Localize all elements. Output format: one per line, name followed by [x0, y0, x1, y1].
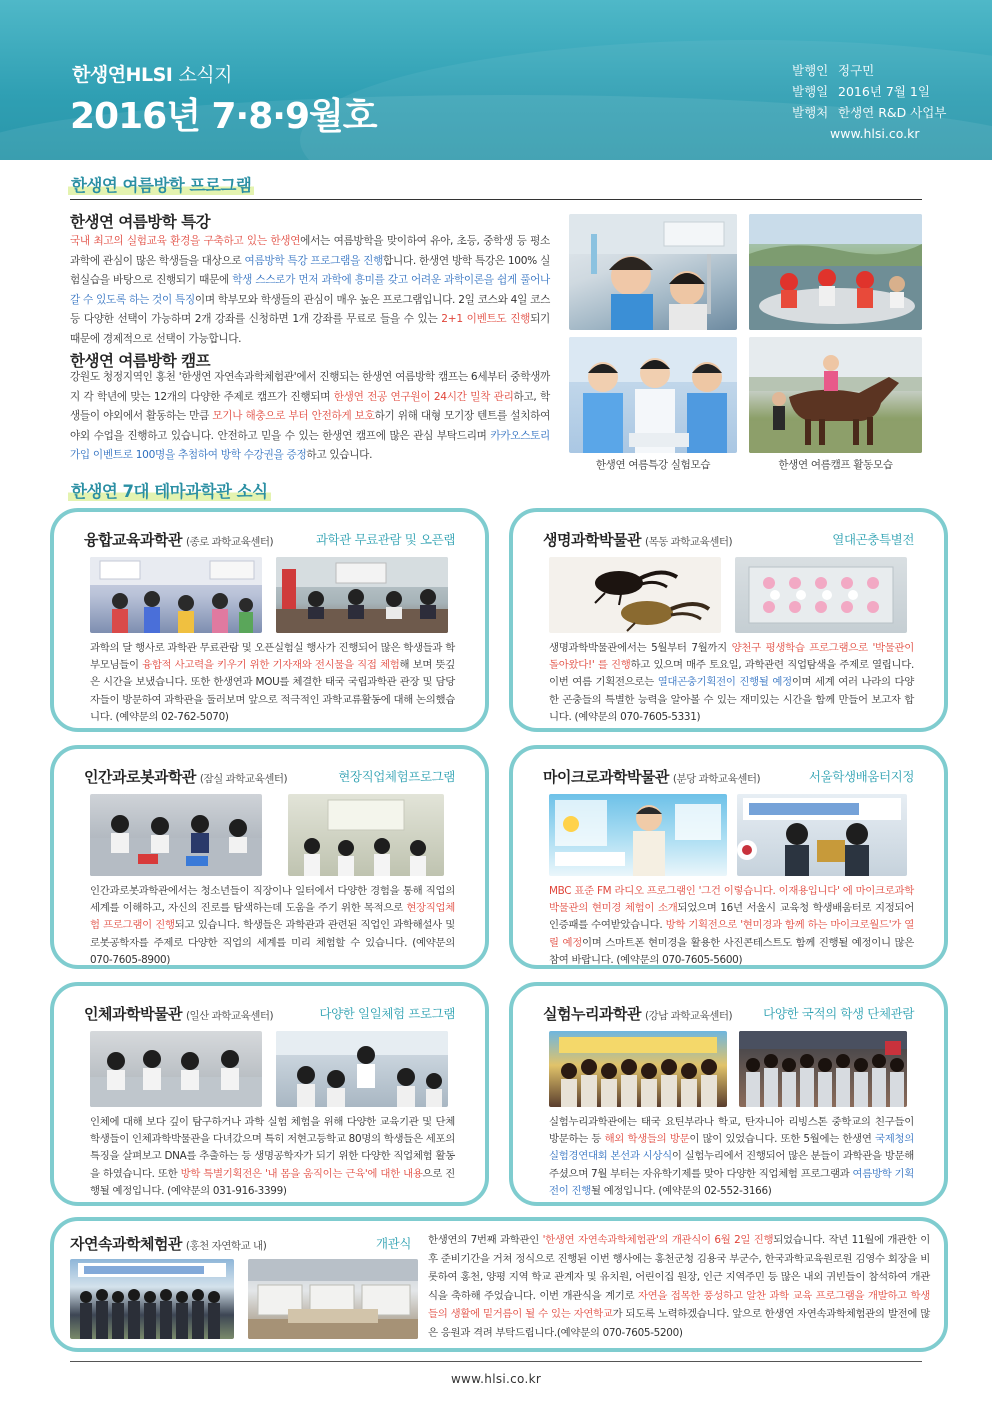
body-text: 이며 스마트폰 현미경을 활용한 사진콘테스트도 함께 진행될 예정이니 많은 참여 바랍니다. (예약문의 070-7605-5600): [549, 936, 914, 966]
certification-photo: [737, 794, 907, 876]
museum-card-human-body: [50, 982, 489, 1206]
card-location: (일산 과학교육센터): [185, 1010, 274, 1022]
card-tag: 현장직업체험프로그램: [338, 769, 455, 784]
robot-class-illustration: [90, 794, 262, 876]
card-title: 인체과학박물관 (일산 과학교육센터): [84, 1005, 274, 1023]
highlight-text: 방학 특별기획전은 '내 몸을 움직이는 근육'에 대한 내용: [180, 1167, 423, 1180]
card-tag: 열대곤충특별전: [832, 532, 914, 547]
nature-science-card: [50, 1217, 948, 1352]
classroom-illustration: [90, 557, 262, 633]
card-location: (종로 과학교육센터): [185, 536, 274, 548]
body-text: 합니다. 한생연 방학 특강은 100% 실험실습을 바탕으로 진행되기 때문에: [70, 254, 550, 286]
body-text: 하고 있습니다.: [306, 449, 373, 461]
body-text: 해 보며 뜻깊은 시간을 보냈습니다. 또한 한생연과 MOU를 체결한 태국 국립과학관 관장 및 담당자들이 방문하여 과학관을 둘러보며 앞으로 적극적인 과학교류활동에 대해 논의했습니다. (예약문의 02-762-5070): [90, 659, 455, 723]
highlight-text: 현장직업체험 프로그램이 진행: [90, 902, 455, 932]
robot-class-photo-right: [288, 794, 444, 876]
robot-class-photo-left: [90, 794, 262, 876]
date-label: 발행일: [792, 84, 829, 99]
highlight-text: MBC 표준 FM 라디오 프로그램인 '그건 이렇습니다. 이재용입니다' 에 마이크로과학박물관의 현미경 체험이 소개: [549, 885, 914, 915]
museum-card-micro: [509, 745, 948, 969]
highlight-text: 열대곤충기획전이 진행될 예정: [657, 676, 792, 689]
section-divider: [70, 199, 922, 200]
specimen-illustration: [735, 557, 907, 633]
group-visit-photo-right: [739, 1031, 907, 1107]
masthead: [0, 0, 992, 160]
ceremony-illustration: [70, 1259, 234, 1339]
body-text: 하고 있으며 매주 토요일, 과학관련 직업탐색을 주제로 열립니다. 이번 여름 기획전으로는: [549, 659, 914, 689]
card-location: (강남 과학교육센터): [644, 1010, 733, 1022]
camp-photo-caption: 한생연 여름캠프 활동모습: [778, 459, 893, 471]
org-name: 한생연HLSI: [72, 64, 173, 86]
card-location: (목동 과학교육센터): [644, 536, 733, 548]
body-text: 하기 위해 대형 모기장 텐트를 설치하여 야외 수업을 진행하고 있습니다. 안전하고 믿을 수 있는 한생연 캠프에 많은 관심 부탁드리며: [70, 410, 551, 442]
newsletter-name: [72, 60, 232, 87]
highlight-text: 양천구 평생학습 프로그램으로 '박물관이 돌아왔다!' 를 진행: [549, 642, 914, 672]
highlight-text: 학생 스스로가 먼저 과학에 흥미를 갖고 어려운 과학이론을 쉽게 풀어나갈 수 있도록 하는 것이 특징: [70, 274, 550, 306]
insect-display-photo: [735, 557, 907, 633]
highlight-text: 여름방학 기획전이 진행: [549, 1167, 914, 1197]
radio-program-photo: [549, 794, 727, 876]
card-text: [549, 640, 914, 726]
card-tag: 서울학생배움터지정: [808, 769, 914, 784]
lecture-title: 한생연 여름방학 특강: [70, 213, 211, 231]
card-location: (홍천 자연학교 내): [185, 1240, 267, 1252]
highlight-text: 카카오스토리 가입 이벤트로 100명을 추첨하여 방학 수강권을 증정: [70, 429, 550, 461]
museum-card-life-science: [509, 508, 948, 732]
card-tag: 다양한 국적의 학생 단체관람: [763, 1006, 914, 1021]
body-text: 이 많이 있었습니다. 또한 5월에는 한생연: [689, 1133, 876, 1146]
radio-illustration: [549, 794, 727, 876]
students-illustration: [90, 1031, 262, 1107]
newsletter-label: 소식지: [178, 64, 233, 86]
card-text: [90, 883, 455, 969]
card-text: [90, 640, 455, 726]
footer-divider: [70, 1361, 922, 1362]
body-text: 되었습니다. 작년 11월에 개관한 이후 준비기간을 거쳐 정식으로 진행된 이번 행사에는 홍천군청 김용국 부군수, 한국과학교육원로원 김영수 회장을 비롯하여 홍천, 양평 지역 학교 관계자 및 유치원, 어린이집 원장, 인근 지역주민 등 많은 내외 귀빈들이 참석하여 개관식을 축하해 주었습니다. 이번 개관식을 계기로: [428, 1234, 930, 1302]
lecture-photo-caption: 한생연 여름특강 실험모습: [595, 459, 711, 471]
camp-title: 한생연 여름방학 캠프: [70, 352, 211, 370]
highlight-text: 2+1 이벤트도 진행: [441, 313, 531, 325]
body-text: 될 예정입니다. (예약문의 02-552-3166): [590, 1184, 772, 1197]
date-value: 2016년 7월 1일: [838, 84, 930, 99]
card-text: [549, 1114, 914, 1200]
body-text: 이며 학부모와 학생들의 관심이 매우 높은 프로그램입니다. 2일 코스와 4일 코스 등 다양한 선택이 가능하며 2개 강좌를 신청하면 1개 강좌를 무료로 들을 수 있는: [70, 293, 551, 325]
body-text: 강원도 청정지역인 홍천 '한생연 자연속과학체험관'에서 진행되는 한생연 여름방학 캠프는 6세부터 중학생까지 각 학년에 맞는 12개의 다양한 주제로 캠프가 진행되며: [70, 371, 550, 403]
beetle-photo: [549, 557, 721, 633]
card-title: 실험누리과학관 (강남 과학교육센터): [543, 1005, 733, 1023]
horse-illustration: [749, 337, 922, 453]
lab-coat-photo: [569, 337, 737, 453]
highlight-text: 자연을 접목한 풍성하고 알찬 과학 교육 프로그램을 개발하고 학생들의 생활에 밑거름이 될 수 있는 자연학교: [428, 1289, 930, 1321]
issue-title: 2016년 7·8·9월호: [70, 96, 377, 137]
body-text: 하고, 학생들이 야외에서 활동하는 만큼: [70, 390, 550, 422]
issuer-value: 한생연 R&D 사업부: [838, 105, 947, 120]
highlight-text: 국내 최고의 실험교육 환경을 구축하고 있는 한생연: [70, 235, 301, 247]
highlight-text: 해외 학생들의 방문: [604, 1133, 690, 1146]
body-text: 가 되도록 노력하겠습니다. 앞으로 한생연 자연속과학체험관의 발전에 많은 응원과 격려 부탁드립니다.(예약문의 070-7605-5200): [428, 1308, 930, 1339]
body-text: 이며 세계 여러 나라의 다양한 곤충들의 특별한 능력을 알아볼 수 있는 재미있는 시간을 함께 만들어 보고자 합니다. (예약문의 070-7605-5331): [549, 676, 914, 723]
body-text: 이 실험누리에서 진행되어 많은 분들이 과학관을 방문해 주셨으며 7월 부터는 자유학기제를 맞아 다양한 직업체험 프로그램과: [549, 1150, 914, 1180]
museums-section-heading: 한생연 7대 테마과학관 소식: [68, 478, 271, 502]
card-title: 인간과로봇과학관 (잠실 과학교육센터): [84, 768, 288, 786]
body-text: 되고 있습니다. 학생들은 과학관과 관련된 직업인 과학해설사 및 로봇공학자를 주제로 다양한 직업의 세계를 미리 체험할 수 있습니다. (예약문의 070-7605-8900): [90, 919, 455, 966]
highlight-text: 여름방학 특강 프로그램을 진행: [244, 254, 384, 267]
body-class-photo-left: [90, 1031, 262, 1107]
publisher-value: 정구민: [838, 63, 875, 78]
publication-info: [792, 60, 946, 144]
card-title: 마이크로과학박물관 (분당 과학교육센터): [543, 768, 761, 786]
camp-rafting-photo: [749, 214, 922, 330]
publisher-label: 발행인: [792, 63, 829, 78]
card-title: 생명과학박물관 (목동 과학교육센터): [543, 531, 733, 549]
card-text: [549, 883, 914, 969]
hall-illustration: [248, 1259, 418, 1339]
beetle-illustration: [549, 557, 721, 633]
card-title: 융합교육과학관 (종로 과학교육센터): [84, 531, 274, 549]
lecture-experiment-photo: [569, 214, 737, 330]
summer-section-heading: 한생연 여름방학 프로그램: [68, 172, 254, 196]
footer-url-link[interactable]: www.hlsi.co.kr: [450, 1372, 542, 1386]
crowd-illustration: [739, 1031, 907, 1107]
body-text: 한생연의 7번째 과학관인: [428, 1234, 543, 1246]
horse-riding-photo: [749, 337, 922, 453]
lab-class-illustration: [276, 1031, 448, 1107]
card-tag: 다양한 일일체험 프로그램: [319, 1006, 455, 1021]
museum-card-convergence: [50, 508, 489, 732]
museum-card-experiment: [509, 982, 948, 1206]
body-text: 인체에 대해 보다 깊이 탐구하거나 과학 실험 체험을 위해 다양한 교육기관 및 단체 학생들이 인체과학박물관을 다녀갔으며 특히 저현고등학교 80명의 학생들은 세포의 특징을 살펴보고 DNA를 추출하는 등 생명공학자가 되기 위한 다양한 직업체험 활동을 하였습니다. 또한: [90, 1116, 455, 1180]
body-text: 인간과로봇과학관에서는 청소년들이 직장이나 일터에서 다양한 경험을 통해 직업의 세계를 이해하고, 자신의 진로를 탐색하는데 도움을 주기 위한 목적으로: [90, 885, 455, 915]
body-text: 되었으며 16년 서울시 교육청 학생배움터로 지정되어 인증패를 수여받았습니다.: [549, 902, 915, 932]
card-text: [90, 1114, 455, 1200]
body-text: 에서는 여름방학을 맞이하여 유아, 초등, 중학생 등 평소 과학에 관심이 많은 학생들을 대상으로: [70, 235, 550, 267]
body-text: 생명과학박물관에서는 5월부터 7월까지: [549, 642, 732, 654]
card-tag: 개관식: [376, 1236, 412, 1251]
museum-card-robot: [50, 745, 489, 969]
card-title: 자연속과학체험관 (홍천 자연학교 내): [70, 1235, 267, 1253]
group-illustration: [549, 1031, 727, 1107]
card-location: (잠실 과학교육센터): [199, 773, 288, 785]
body-text: 실험누리과학관에는 태국 요틴부라나 학교, 탄자니아 리빙스톤 중학교의 친구들이 방문하는 등: [549, 1116, 914, 1146]
card-location: (분당 과학교육센터): [672, 773, 761, 785]
card-tag: 과학관 무료관람 및 오픈랩: [315, 532, 455, 547]
certificate-illustration: [737, 794, 907, 876]
meeting-illustration: [276, 557, 448, 633]
issuer-label: 발행처: [792, 105, 829, 120]
lecture-room-illustration: [288, 794, 444, 876]
lecture-text: [70, 232, 550, 349]
highlight-text: 국제청의실험경연대회 본선과 시상식: [549, 1133, 914, 1163]
lab-illustration: [569, 337, 737, 453]
body-text: 과학의 달 행사로 과학관 무료관람 및 오픈실험실 행사가 진행되어 많은 학생들과 학부모님들이: [90, 642, 455, 672]
opening-ceremony-photo: [70, 1259, 234, 1339]
nature-text: [428, 1231, 930, 1343]
header-url-link[interactable]: www.hlsi.co.kr: [830, 126, 920, 141]
lecture-photo-illustration: [569, 214, 737, 330]
body-class-photo-right: [276, 1031, 448, 1107]
card-photo-left: [90, 557, 262, 633]
rafting-illustration: [749, 214, 922, 330]
camp-text: [70, 368, 550, 466]
body-text: 으로 진행될 예정입니다. (예약문의 031-916-3399): [90, 1167, 455, 1197]
highlight-text: 융합적 사고력을 키우기 위한 기자재와 전시물을 직접 체험: [142, 659, 400, 672]
highlight-text: '한생연 자연속과학체험관'의 개관식이 6월 2일 진행: [542, 1234, 774, 1246]
group-visit-photo-left: [549, 1031, 727, 1107]
exhibition-hall-photo: [248, 1259, 418, 1339]
highlight-text: 모기나 해충으로 부터 안전하게 보호: [212, 410, 375, 422]
card-photo-right: [276, 557, 448, 633]
highlight-text: 방학 기획전으로 '현미경과 함께 하는 마이크로월드'가 열릴 예정: [549, 919, 915, 949]
body-text: 되기 때문에 경제적으로 선택이 가능합니다.: [70, 313, 550, 345]
highlight-text: 한생연 전공 연구원이 24시간 밀착 관리: [333, 390, 514, 403]
